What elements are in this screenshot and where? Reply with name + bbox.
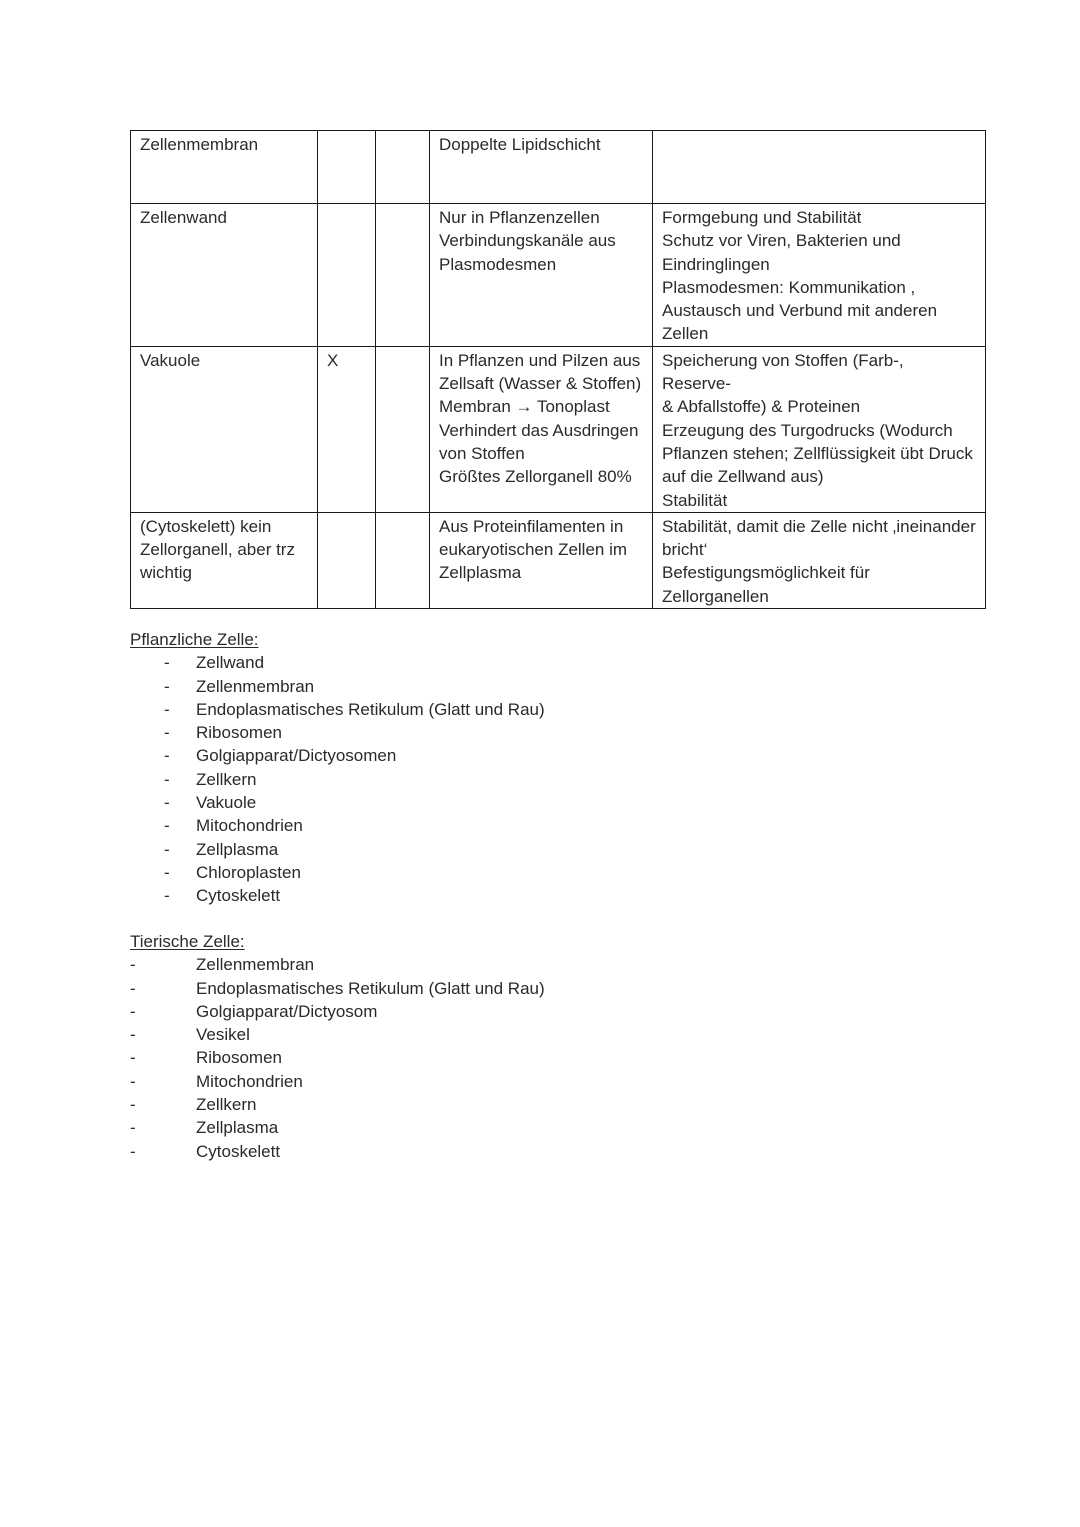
- plant-mark-cell: [318, 204, 376, 347]
- list-item-label: Chloroplasten: [196, 862, 301, 882]
- description-cell: In Pflanzen und Pilzen aus Zellsaft (Wasser & Stoffen) Membran → Tonoplast Verhindert das Ausdringen von Stoffen Größtes Zellorganell 80%: [430, 346, 653, 512]
- description-cell: Nur in Pflanzenzellen Verbindungskanäle aus Plasmodesmen: [430, 204, 653, 347]
- list-item: [130, 1093, 545, 1116]
- function-cell: Speicherung von Stoffen (Farb-, Reserve- & Abfallstoffe) & Proteinen Erzeugung des Turgodrucks (Wodurch Pflanzen stehen; Zellflüssigkeit übt Druck auf die Zellwand aus) Stabilität: [653, 346, 986, 512]
- animal-cell-heading: Tierische Zelle:: [130, 932, 245, 951]
- table-row: [131, 346, 986, 512]
- bullet-dash: -: [164, 862, 170, 882]
- bullet-dash: -: [130, 1118, 136, 1138]
- list-item-label: Zellplasma: [196, 839, 279, 859]
- function-cell: [653, 131, 986, 204]
- list-item-label: Zellenmembran: [196, 676, 315, 696]
- plant-mark-cell: [318, 131, 376, 204]
- bullet-dash: -: [164, 816, 170, 836]
- list-item-label: Zellwand: [196, 653, 265, 673]
- animal-mark-cell: [376, 346, 430, 512]
- plant-cell-section: [130, 628, 545, 908]
- list-item-label: Mitochondrien: [196, 816, 303, 836]
- bullet-dash: -: [130, 955, 136, 975]
- list-item-label: Mitochondrien: [196, 1071, 303, 1091]
- list-item: [130, 791, 545, 814]
- list-item: [130, 768, 545, 791]
- animal-mark-cell: [376, 512, 430, 608]
- bullet-dash: -: [130, 1048, 136, 1068]
- bullet-dash: -: [130, 978, 136, 998]
- list-item: [130, 814, 545, 837]
- list-item-label: Endoplasmatisches Retikulum (Glatt und Rau): [196, 699, 545, 719]
- list-item: [130, 838, 545, 861]
- list-item-label: Golgiapparat/Dictyosom: [196, 1001, 378, 1021]
- list-item-label: Zellkern: [196, 1095, 257, 1115]
- list-item-label: Zellplasma: [196, 1118, 279, 1138]
- description-cell: Doppelte Lipidschicht: [430, 131, 653, 204]
- list-item: [130, 977, 545, 1000]
- list-item: [130, 1116, 545, 1139]
- animal-cell-list: [130, 953, 545, 1163]
- bullet-dash: -: [164, 676, 170, 696]
- list-item-label: Ribosomen: [196, 1048, 282, 1068]
- list-item-label: Ribosomen: [196, 723, 282, 743]
- list-item: [130, 651, 545, 674]
- table-row: [131, 512, 986, 608]
- list-item: [130, 1070, 545, 1093]
- bullet-dash: -: [164, 793, 170, 813]
- table-row: [131, 204, 986, 347]
- organelle-name-cell: Zellenmembran: [131, 131, 318, 204]
- bullet-dash: -: [164, 653, 170, 673]
- plant-mark-cell: X: [318, 346, 376, 512]
- function-cell: Formgebung und Stabilität Schutz vor Viren, Bakterien und Eindringlingen Plasmodesmen: Kommunikation , Austausch und Verbund mit anderen Zellen: [653, 204, 986, 347]
- bullet-dash: -: [130, 1141, 136, 1161]
- bullet-dash: -: [164, 699, 170, 719]
- list-item: [130, 698, 545, 721]
- plant-cell-heading: Pflanzliche Zelle:: [130, 630, 259, 649]
- bullet-dash: -: [130, 1001, 136, 1021]
- list-item-label: Cytoskelett: [196, 1141, 281, 1161]
- bullet-dash: -: [164, 746, 170, 766]
- list-item-label: Endoplasmatisches Retikulum (Glatt und Rau): [196, 978, 545, 998]
- list-item-label: Zellkern: [196, 769, 257, 789]
- bullet-dash: -: [130, 1071, 136, 1091]
- bullet-dash: -: [164, 886, 170, 906]
- bullet-dash: -: [130, 1095, 136, 1115]
- bullet-dash: -: [130, 1025, 136, 1045]
- list-item: [130, 861, 545, 884]
- list-item: [130, 1000, 545, 1023]
- list-item: [130, 1023, 545, 1046]
- list-item: [130, 721, 545, 744]
- organelle-name-cell: (Cytoskelett) kein Zellorganell, aber trz wichtig: [131, 512, 318, 608]
- animal-mark-cell: [376, 204, 430, 347]
- bullet-dash: -: [164, 769, 170, 789]
- list-item: [130, 675, 545, 698]
- function-cell: Stabilität, damit die Zelle nicht ‚ineinander bricht‘ Befestigungsmöglichkeit für Zellorganellen: [653, 512, 986, 608]
- list-item: [130, 884, 545, 907]
- plant-cell-list: [130, 651, 545, 907]
- plant-mark-cell: [318, 512, 376, 608]
- animal-cell-section: [130, 930, 545, 1163]
- list-item: [130, 744, 545, 767]
- list-item: [130, 1140, 545, 1163]
- list-item-label: Cytoskelett: [196, 886, 281, 906]
- list-item-label: Vesikel: [196, 1025, 250, 1045]
- list-item: [130, 1046, 545, 1069]
- table-row: [131, 131, 986, 204]
- organelle-name-cell: Vakuole: [131, 346, 318, 512]
- list-item-label: Zellenmembran: [196, 955, 315, 975]
- description-cell: Aus Proteinfilamenten in eukaryotischen Zellen im Zellplasma: [430, 512, 653, 608]
- organelle-table: [130, 130, 986, 609]
- list-item: [130, 953, 545, 976]
- list-item-label: Golgiapparat/Dictyosomen: [196, 746, 397, 766]
- bullet-dash: -: [164, 723, 170, 743]
- list-item-label: Vakuole: [196, 793, 257, 813]
- organelle-name-cell: Zellenwand: [131, 204, 318, 347]
- animal-mark-cell: [376, 131, 430, 204]
- bullet-dash: -: [164, 839, 170, 859]
